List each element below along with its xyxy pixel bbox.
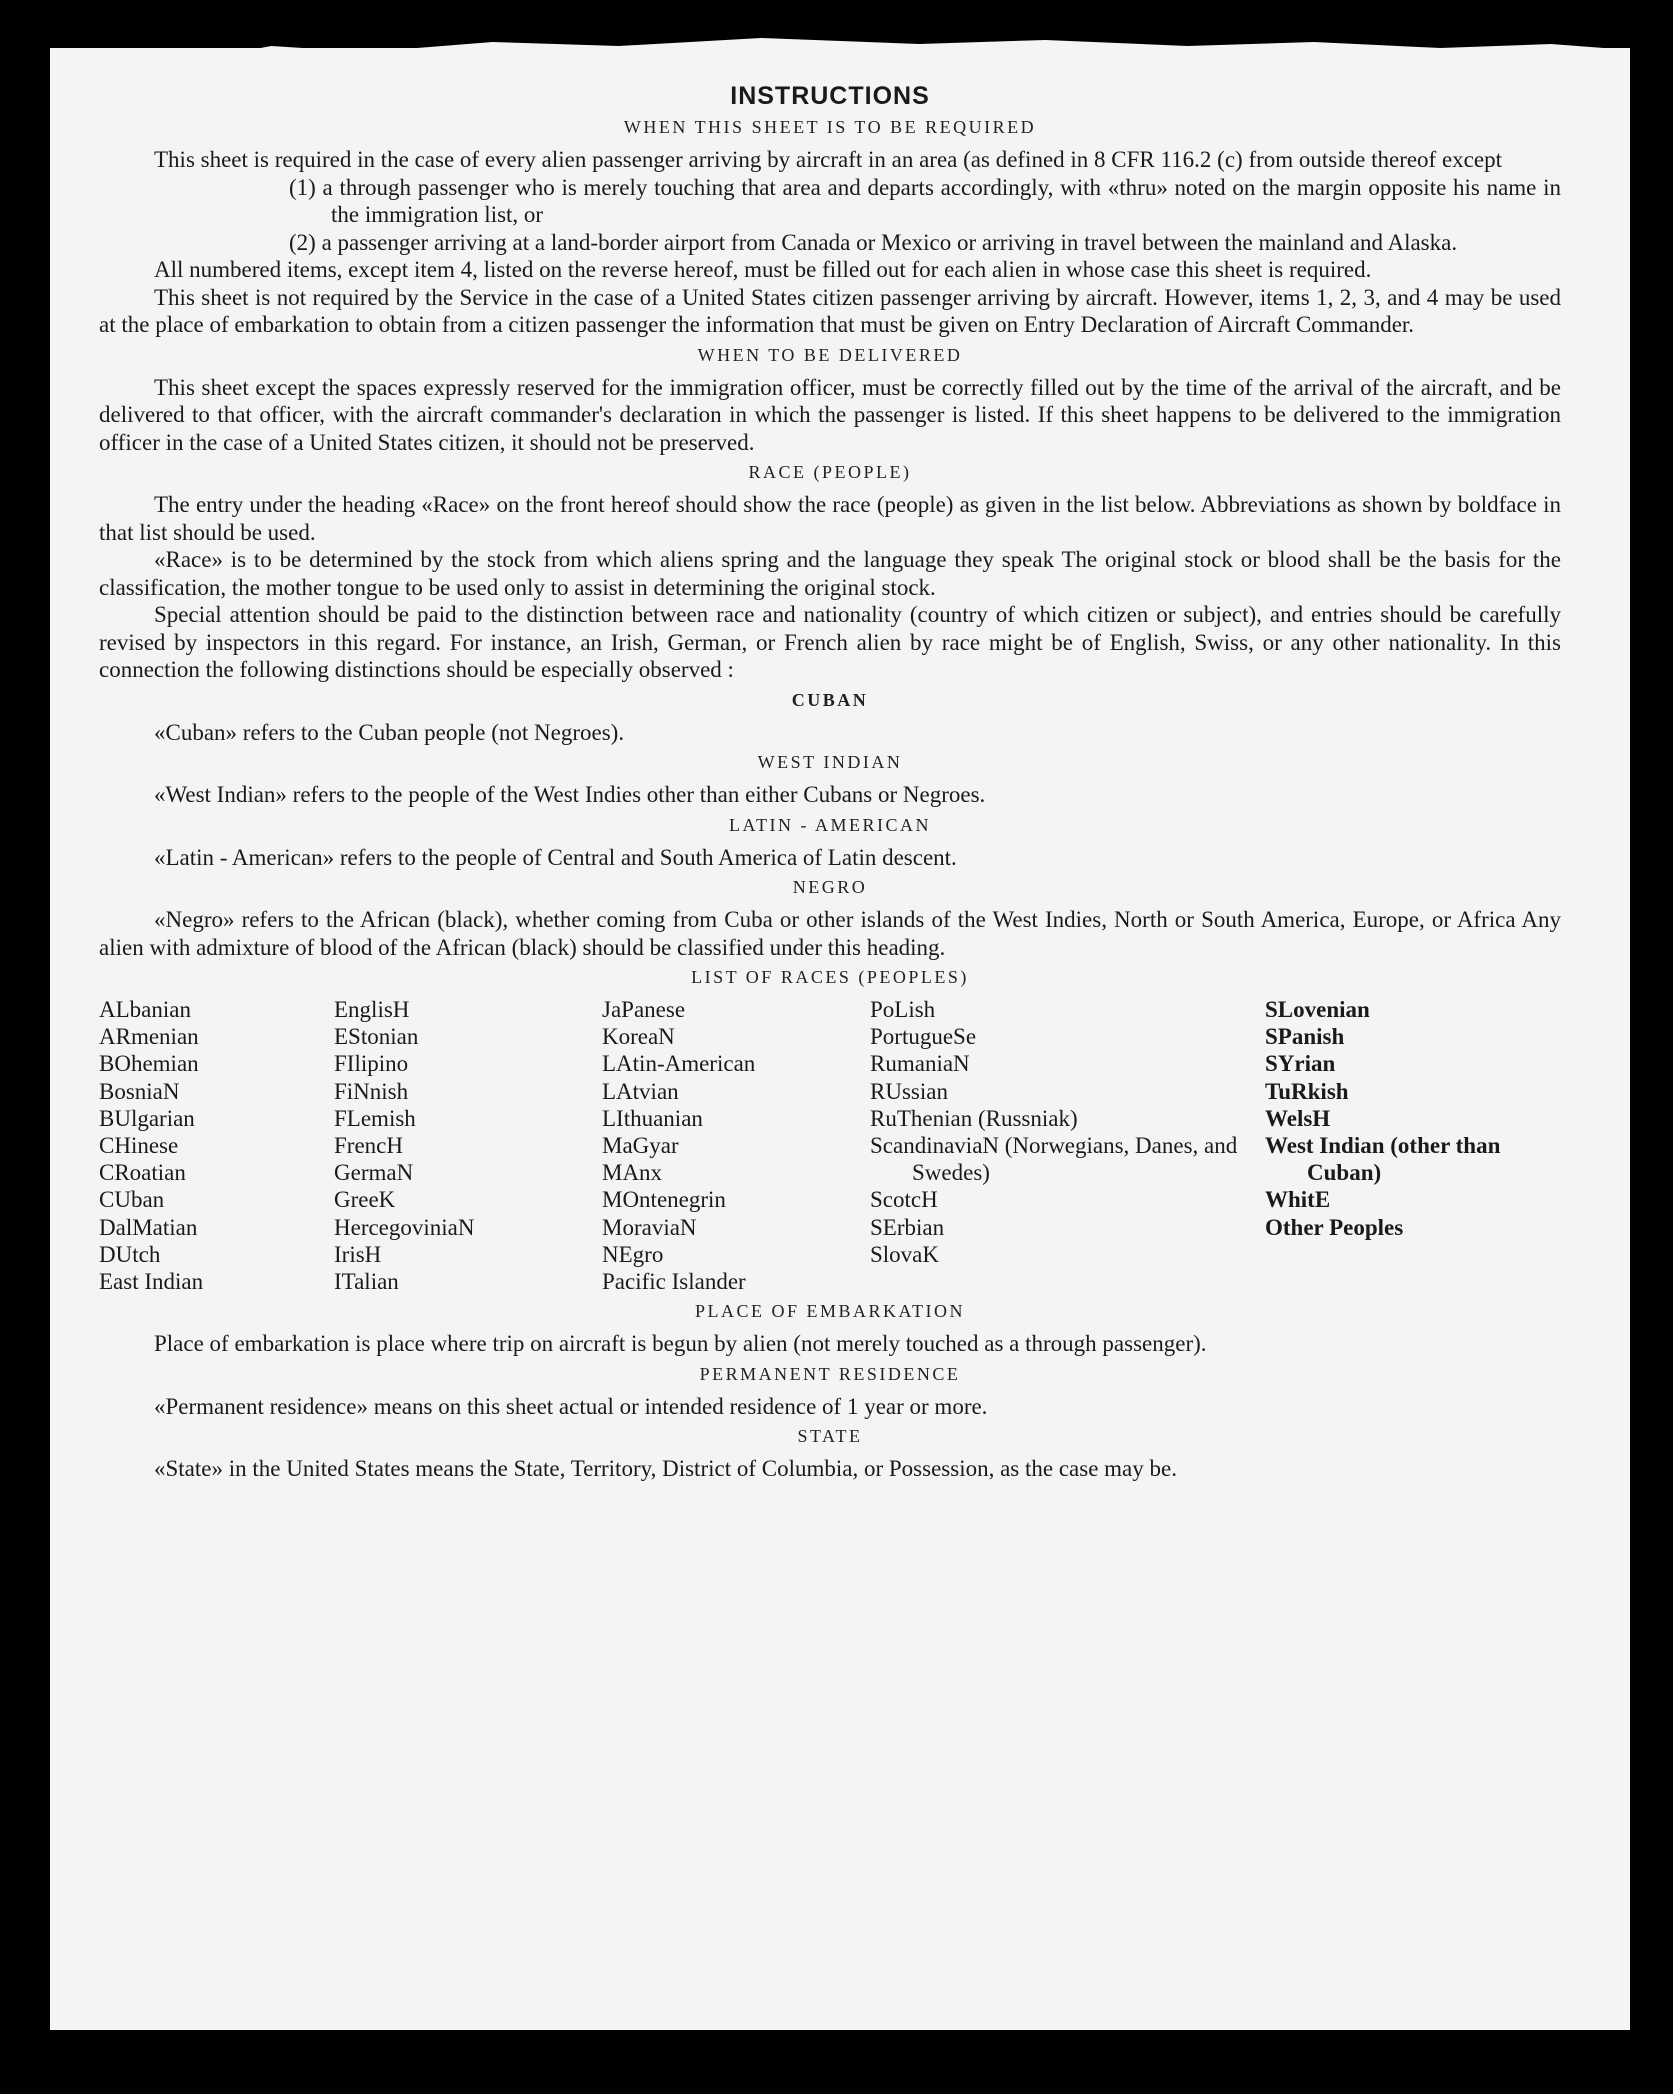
race-entry: EnglisH (334, 997, 410, 1022)
race-entry: BosniaN (99, 1078, 180, 1104)
race-entry: East Indian (99, 1269, 204, 1295)
races-column-2 (334, 996, 602, 1295)
race-entry: FiNnish (334, 1078, 409, 1104)
paragraph: «Negro» refers to the African (black), whether coming from Cuba or other islands of the West Indies, North or South America, Europe, or Africa Any alien with admixture of blood of the African (black) should be classified under this heading. (99, 907, 1561, 960)
race-entry: HercegoviniaN (334, 1214, 475, 1240)
race-entry: RumaniaN (870, 1051, 970, 1077)
paragraph: Special attention should be paid to the distinction between race and nationality (country of which citizen or subject), and entries should be carefully revised by inspectors in this regard. For instance, an Irish, German, or French alien by race might be of English, Swiss, or any other nationality. In this connection the following distinctions should be especially observed : (99, 602, 1561, 682)
races-column-4 (870, 996, 1265, 1295)
heading-state: STATE (797, 1426, 863, 1447)
paragraph: This sheet is required in the case of every alien passenger arriving by aircraft in an area (as defined in 8 CFR 116.2 (c) from outside thereof except (154, 147, 1502, 172)
race-entry: MAnx (602, 1160, 663, 1186)
race-entry: PortugueSe (870, 1024, 977, 1050)
heading-embarkation: PLACE OF EMBARKATION (694, 1301, 966, 1322)
race-entry: LAtvian (602, 1078, 679, 1104)
races-column-5 (1265, 996, 1561, 1295)
race-entry: BOhemian (99, 1051, 199, 1077)
paragraph: «Permanent residence» means on this sheet actual or intended residence of 1 year or more. (154, 1393, 988, 1419)
race-entry: DalMatian (99, 1214, 198, 1240)
race-entry: MOntenegrin (602, 1187, 726, 1213)
race-entry: FIlipino (334, 1051, 409, 1077)
paragraph: «Race» is to be determined by the stock from which aliens spring and the language they speak The original stock or blood shall be the basis for the classification, the mother tongue to be used only to assist in determining the original stock. (99, 547, 1561, 600)
race-entry: Other Peoples (1265, 1214, 1404, 1240)
heading-permanent-residence: PERMANENT RESIDENCE (699, 1363, 961, 1384)
race-entry: ALbanian (99, 997, 191, 1022)
heading-race: RACE (PEOPLE) (748, 462, 912, 482)
race-entry: ARmenian (99, 1024, 199, 1050)
race-entry: PoLish (870, 997, 936, 1022)
race-entry: WhitE (1265, 1187, 1331, 1213)
paragraph: The entry under the heading «Race» on the front hereof should show the race (people) as given in the list below. Abbreviations as shown by boldface in that list should be used. (99, 492, 1561, 545)
paragraph: «West Indian» refers to the people of the West Indies other than either Cubans or Negroes. (154, 782, 986, 807)
list-item: (1) a through passenger who is merely touching that area and departs accordingly, with «thru» noted on the margin opposite his name in the immigration list, or (289, 174, 1561, 227)
races-column-3 (602, 996, 870, 1295)
races-column-1 (99, 996, 334, 1295)
heading-negro: NEGRO (792, 877, 868, 897)
race-entry: MaGyar (602, 1133, 679, 1159)
race-entry: TuRkish (1265, 1078, 1349, 1104)
race-entry: RUssian (870, 1078, 948, 1104)
race-entry: ScandinaviaN (Norwegians, Danes, and Swedes) (870, 1133, 1238, 1186)
race-entry: NEgro (602, 1241, 664, 1267)
race-entry: FrencH (334, 1133, 403, 1159)
races-list (99, 996, 1561, 1295)
race-entry: FLemish (334, 1105, 416, 1131)
heading-latin-american: LATIN - AMERICAN (729, 814, 931, 835)
race-entry: West Indian (other than Cuban) (1265, 1133, 1501, 1186)
paragraph: «State» in the United States means the State, Territory, District of Columbia, or Possession, as the case may be. (154, 1456, 1177, 1482)
race-entry: GreeK (334, 1187, 396, 1213)
paragraph: «Latin - American» refers to the people of Central and South America of Latin descent. (154, 844, 957, 870)
race-entry: SYrian (1265, 1051, 1336, 1077)
race-entry: LAtin-American (602, 1051, 756, 1077)
paragraph: Place of embarkation is place where trip on aircraft is begun by alien (not merely touched as a through passenger). (154, 1331, 1207, 1357)
paragraph: «Cuban» refers to the Cuban people (not Negroes). (154, 719, 625, 745)
race-entry: CRoatian (99, 1160, 186, 1186)
heading-list-of-races: LIST OF RACES (PEOPLES) (691, 967, 969, 987)
heading-delivered: WHEN TO BE DELIVERED (697, 344, 963, 365)
race-entry: KoreaN (602, 1024, 675, 1050)
paragraph: All numbered items, except item 4, listed on the reverse hereof, must be filled out for each alien in whose case this sheet is required. (154, 257, 1372, 282)
heading-cuban: CUBAN (791, 689, 869, 710)
race-entry: SErbian (870, 1214, 945, 1240)
race-entry: GermaN (334, 1160, 414, 1186)
race-entry: BUlgarian (99, 1105, 195, 1131)
instructions-content (99, 82, 1561, 1483)
race-entry: CUban (99, 1187, 165, 1213)
race-entry: ScotcH (870, 1187, 938, 1213)
race-entry: DUtch (99, 1241, 161, 1267)
race-entry: RuThenian (Russniak) (870, 1105, 1078, 1131)
heading-west-indian: WEST INDIAN (757, 752, 903, 772)
race-entry: WelsH (1265, 1105, 1331, 1131)
race-entry: LIthuanian (602, 1105, 703, 1131)
race-entry: ITalian (334, 1269, 399, 1295)
race-entry: MoraviaN (602, 1214, 697, 1240)
paragraph: This sheet except the spaces expressly reserved for the immigration officer, must be correctly filled out by the time of the arrival of the aircraft, and be delivered to that officer, with the aircraft commander's declaration in which the passenger is listed. If this sheet happens to be delivered to the immigration officer in the case of a United States citizen, it should not be preserved. (99, 374, 1561, 455)
race-entry: CHinese (99, 1133, 179, 1159)
race-entry: IrisH (334, 1241, 382, 1267)
race-entry: EStonian (334, 1024, 419, 1050)
race-entry: JaPanese (602, 997, 686, 1022)
list-item: (2) a passenger arriving at a land-border airport from Canada or Mexico or arriving in travel between the mainland and Alaska. (289, 229, 1458, 255)
race-entry: SlovaK (870, 1241, 939, 1267)
heading-required: WHEN THIS SHEET IS TO BE REQUIRED (623, 117, 1037, 137)
paragraph: This sheet is not required by the Service in the case of a United States citizen passenger arriving by aircraft. However, items 1, 2, 3, and 4 may be used at the place of embarkation to obtain from a citizen passenger the information that must be given on Entry Declaration of Aircraft Commander. (99, 284, 1561, 337)
race-entry: SPanish (1265, 1024, 1345, 1050)
race-entry: SLovenian (1265, 997, 1370, 1022)
race-entry: Pacific Islander (602, 1269, 746, 1295)
page-title: INSTRUCTIONS (730, 82, 930, 110)
